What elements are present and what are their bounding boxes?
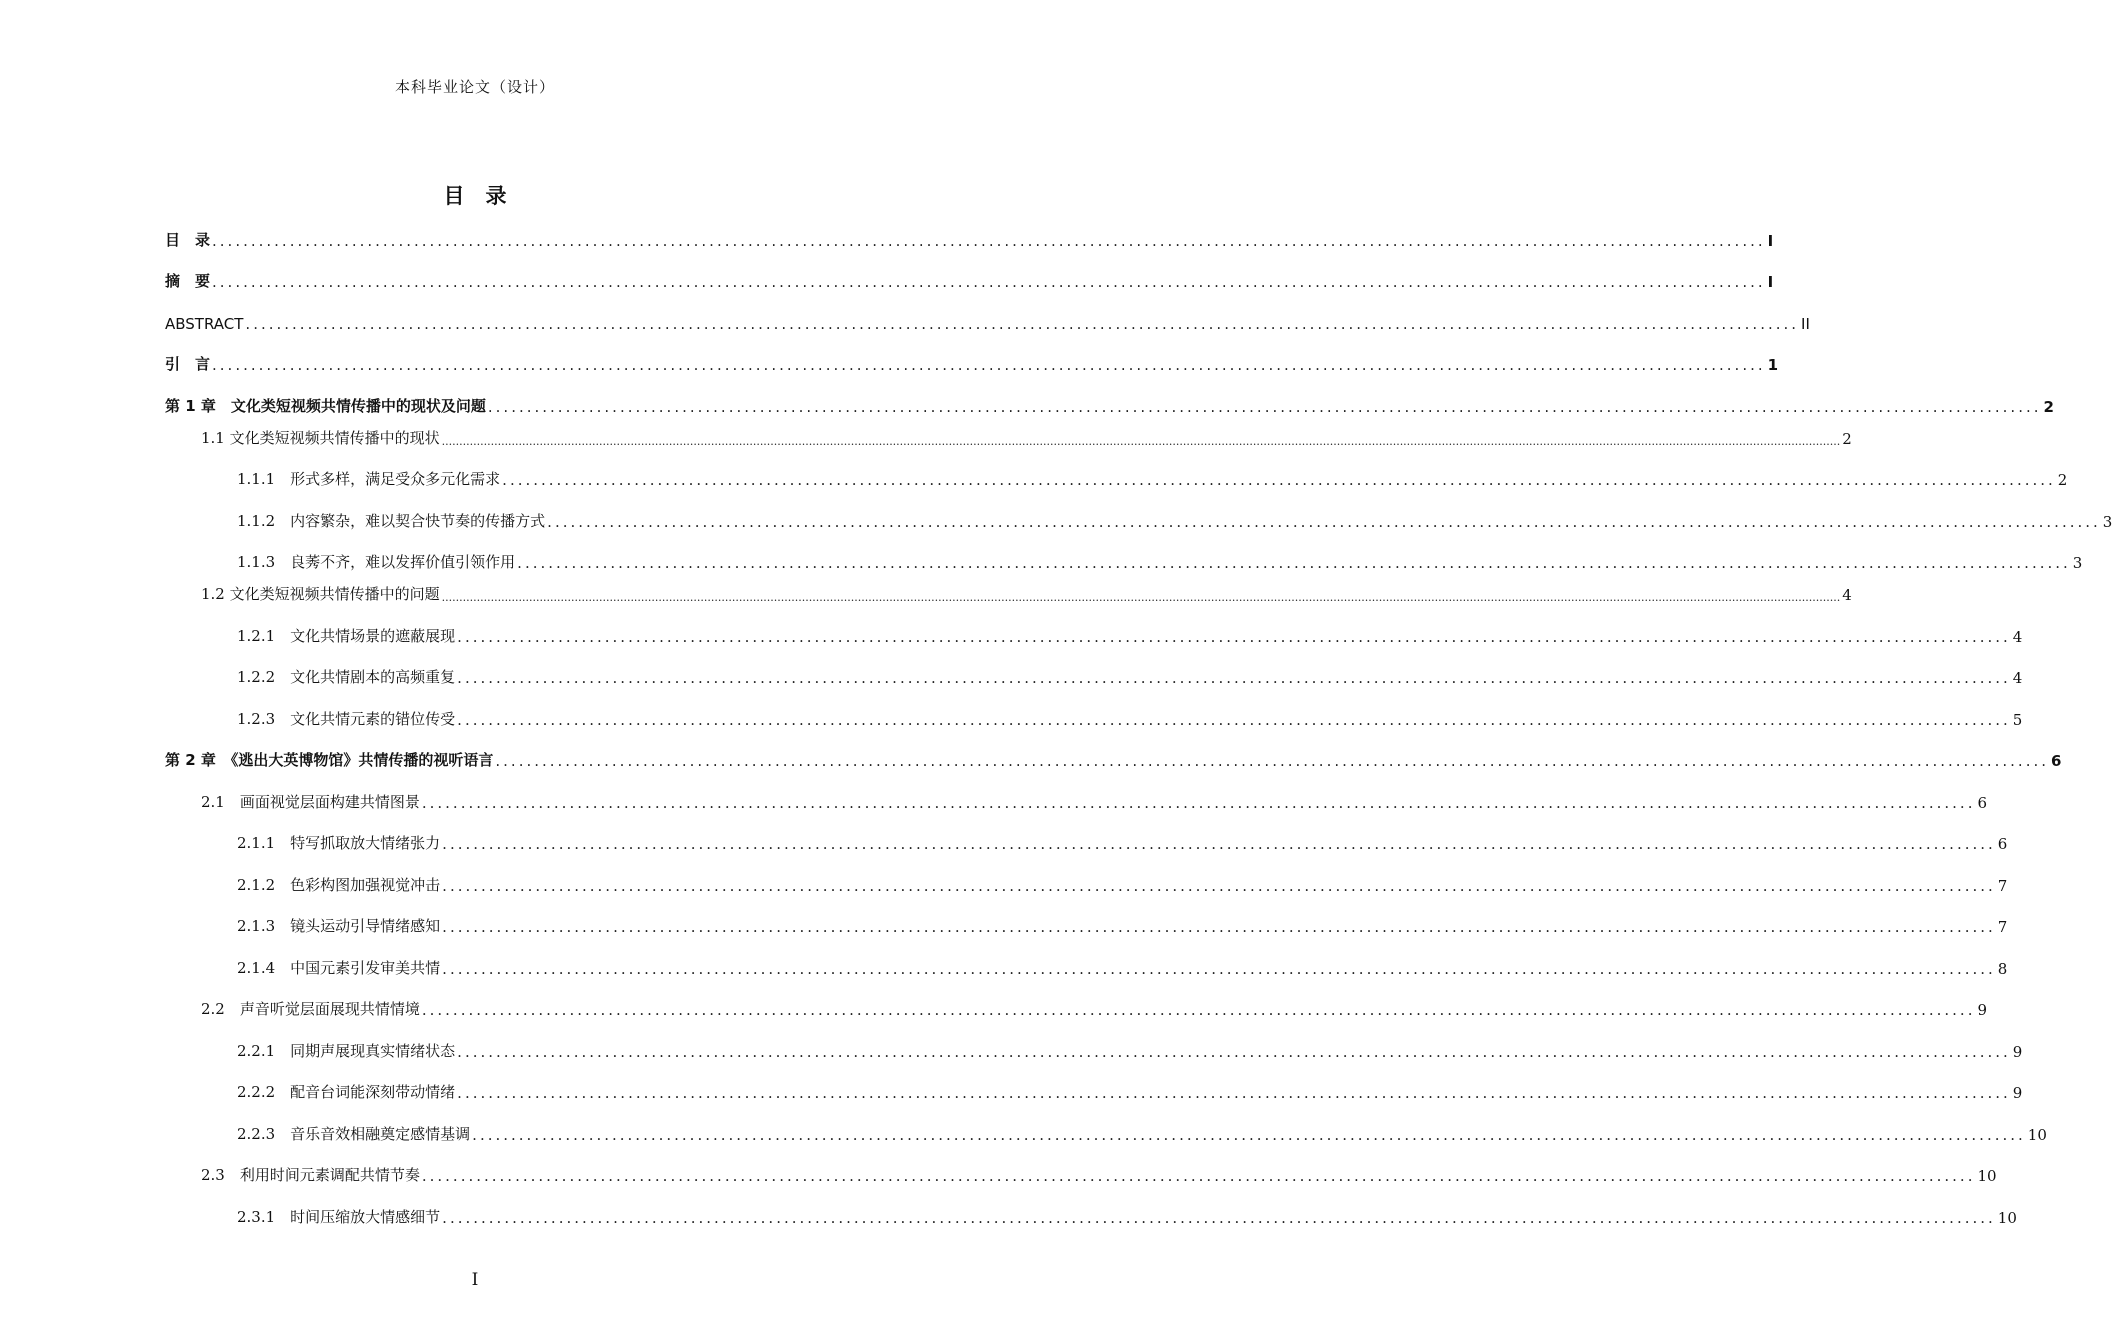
toc-entry-1-1-3[interactable] [237, 546, 2083, 572]
toc-entry-label: 2.2.2 配音台词能深刻带动情绪 [237, 1083, 456, 1101]
toc-entry-introduction[interactable] [165, 348, 1779, 374]
toc-entry-page: 7 [1997, 918, 2008, 936]
dot-leader: ........................................................................................................................................................................................................ [442, 835, 1996, 853]
dot-leader: ........................................................................................................................................................................................................ [517, 554, 2071, 572]
toc-entry-2-2-2[interactable] [237, 1076, 2023, 1102]
toc-entry-label: 2.2.1 同期声展现真实情绪状态 [237, 1042, 456, 1060]
toc-entry-page: 4 [2012, 628, 2023, 646]
toc-entry-label: 第 1 章 文化类短视频共情传播中的现状及问题 [165, 397, 486, 415]
toc-entry-label: 2.1.3 镜头运动引导情绪感知 [237, 917, 441, 935]
toc-entry-section-2-3[interactable] [201, 1159, 1997, 1185]
dot-leader: ........................................................................................................................................................................................................ [457, 711, 2011, 729]
dot-leader: ........................................................................................................................................................................................................ [421, 1167, 1976, 1185]
toc-entry-label: 1.1.2 内容繁杂，难以契合快节奏的传播方式 [237, 512, 546, 530]
toc-entry-section-2-2[interactable] [201, 993, 1988, 1019]
toc-entry-chapter-1[interactable] [165, 390, 2054, 416]
toc-entry-label: 1.2.1 文化共情场景的遮蔽展现 [237, 627, 456, 645]
dot-leader: ........................................................................................................................................................................................................ [442, 960, 1996, 978]
toc-entry-page: 9 [1977, 1001, 1988, 1019]
toc-entry-1-2-1[interactable] [237, 620, 2023, 646]
toc-entry-page: 10 [2027, 1126, 2047, 1144]
toc-entry-page: I [1767, 273, 1774, 291]
toc-entry-label: ABSTRACT [165, 315, 244, 333]
toc-entry-page: 5 [2012, 711, 2023, 729]
toc-entry-contents[interactable] [165, 224, 1774, 250]
toc-entry-label: 2.3.1 时间压缩放大情感细节 [237, 1208, 441, 1226]
toc-entry-page: 4 [1842, 586, 1852, 604]
toc-entry-2-3-1[interactable] [237, 1201, 2017, 1227]
dot-leader: ........................................................................................................................................................................................................ [421, 1001, 1976, 1019]
dot-leader: ........................................................................................................................................................................................................ [487, 398, 2042, 416]
toc-entry-2-1-3[interactable] [237, 910, 2008, 936]
page-number: I [471, 1270, 479, 1290]
page-header: 本科毕业论文（设计） [394, 78, 555, 96]
toc-entry-page: 1 [1767, 356, 1779, 374]
dot-leader: ........................................................................................................................................................................................................ [442, 1209, 1996, 1227]
toc-entry-label: 1.1.3 良莠不齐，难以发挥价值引领作用 [237, 553, 516, 571]
toc-entry-label: 目 录 [165, 231, 211, 249]
toc-entry-label: 1.2.3 文化共情元素的错位传受 [237, 710, 456, 728]
dot-leader: ........................................................................................................................................................................................................ [457, 1043, 2011, 1061]
toc-entry-2-1-2[interactable] [237, 869, 2008, 895]
toc-entry-label: 2.1.1 特写抓取放大情绪张力 [237, 834, 441, 852]
toc-entry-label: 2.3 利用时间元素调配共情节奏 [201, 1166, 420, 1184]
toc-entry-label: 引 言 [165, 355, 211, 373]
page-title: 目 录 [443, 184, 507, 208]
toc-entry-section-1-1[interactable] [201, 422, 1852, 448]
toc-entry-abstract-cn[interactable] [165, 265, 1774, 291]
toc-entry-1-2-3[interactable] [237, 703, 2023, 729]
toc-entry-page: 4 [2012, 669, 2023, 687]
toc-entry-label: 2.1 画面视觉层面构建共情图景 [201, 793, 420, 811]
toc-entry-label: 1.2 文化类短视频共情传播中的问题 [201, 585, 440, 603]
dot-leader: ........................................................................................................................................................................................................ [457, 669, 2011, 687]
dot-leader: ........................................................................................................................................................................................................ [212, 273, 1766, 291]
dot-leader: ........................................................................................................................................................................................................ [245, 315, 1800, 333]
toc-entry-page: 3 [2102, 513, 2112, 531]
toc-entry-section-1-2[interactable] [201, 578, 1852, 604]
toc-entry-2-1-4[interactable] [237, 952, 2008, 978]
dot-leader: ........................................................................................................................................................................................................ [421, 794, 1976, 812]
toc-entry-abstract-en[interactable] [165, 307, 1810, 333]
dot-leader: ........................................................................................................................................................................................................ [472, 1126, 2026, 1144]
toc-entry-page: 2 [2057, 471, 2068, 489]
toc-entry-page: 3 [2072, 554, 2083, 572]
toc-entry-1-1-2[interactable] [237, 505, 2112, 531]
dot-leader: ........................................................................................................................................................................................................ [457, 628, 2011, 646]
toc-entry-label: 1.2.2 文化共情剧本的高频重复 [237, 668, 456, 686]
toc-entry-1-2-2[interactable] [237, 661, 2023, 687]
toc-entry-page: 6 [1977, 794, 1988, 812]
toc-entry-page: 2 [2043, 398, 2054, 416]
toc-entry-page: 2 [1842, 430, 1852, 448]
toc-entry-page: 7 [1997, 877, 2008, 895]
dot-leader: ........................................................................................................................................................................................................ [212, 356, 1766, 374]
toc-entry-page: 6 [1997, 835, 2008, 853]
dot-leader: ........................................................................................................................................................................................................ [547, 513, 2101, 531]
toc-entry-label: 2.1.4 中国元素引发审美共情 [237, 959, 441, 977]
toc-entry-label: 2.2 声音听觉层面展现共情情境 [201, 1000, 420, 1018]
toc-entry-2-2-1[interactable] [237, 1035, 2023, 1061]
dot-leader: ........................................................................................................................................................................................................ [212, 232, 1766, 250]
toc-entry-page: 8 [1997, 960, 2008, 978]
toc-entry-page: 6 [2051, 752, 2062, 770]
dot-leader: ........................................................................................................................................................................................................ [495, 752, 2050, 770]
toc-entry-page: 9 [2012, 1043, 2023, 1061]
toc-entry-page: I [1767, 232, 1774, 250]
dot-leader: ................................................................................................................................................................................................................................................................................................................................................................................................................ [441, 435, 1841, 448]
toc-entry-page: 10 [1977, 1167, 1997, 1185]
toc-entry-label: 摘 要 [165, 272, 211, 290]
toc-entry-label: 1.1.1 形式多样，满足受众多元化需求 [237, 470, 501, 488]
dot-leader: ........................................................................................................................................................................................................ [457, 1084, 2011, 1102]
toc-entry-label: 2.2.3 音乐音效相融奠定感情基调 [237, 1125, 471, 1143]
toc-entry-label: 2.1.2 色彩构图加强视觉冲击 [237, 876, 441, 894]
toc-entry-page: 9 [2012, 1084, 2023, 1102]
dot-leader: ........................................................................................................................................................................................................ [442, 918, 1996, 936]
toc-entry-page: 10 [1997, 1209, 2017, 1227]
dot-leader: ........................................................................................................................................................................................................ [442, 877, 1996, 895]
dot-leader: ........................................................................................................................................................................................................ [502, 471, 2056, 489]
toc-entry-label: 1.1 文化类短视频共情传播中的现状 [201, 429, 440, 447]
dot-leader: ................................................................................................................................................................................................................................................................................................................................................................................................................ [441, 591, 1841, 604]
toc-entry-2-2-3[interactable] [237, 1118, 2047, 1144]
toc-entry-page: II [1801, 315, 1810, 333]
toc-entry-1-1-1[interactable] [237, 463, 2068, 489]
toc-entry-label: 第 2 章 《逃出大英博物馆》共情传播的视听语言 [165, 751, 494, 769]
toc-entry-chapter-2[interactable] [165, 744, 2062, 770]
toc-entry-section-2-1[interactable] [201, 786, 1988, 812]
toc-entry-2-1-1[interactable] [237, 827, 2008, 853]
